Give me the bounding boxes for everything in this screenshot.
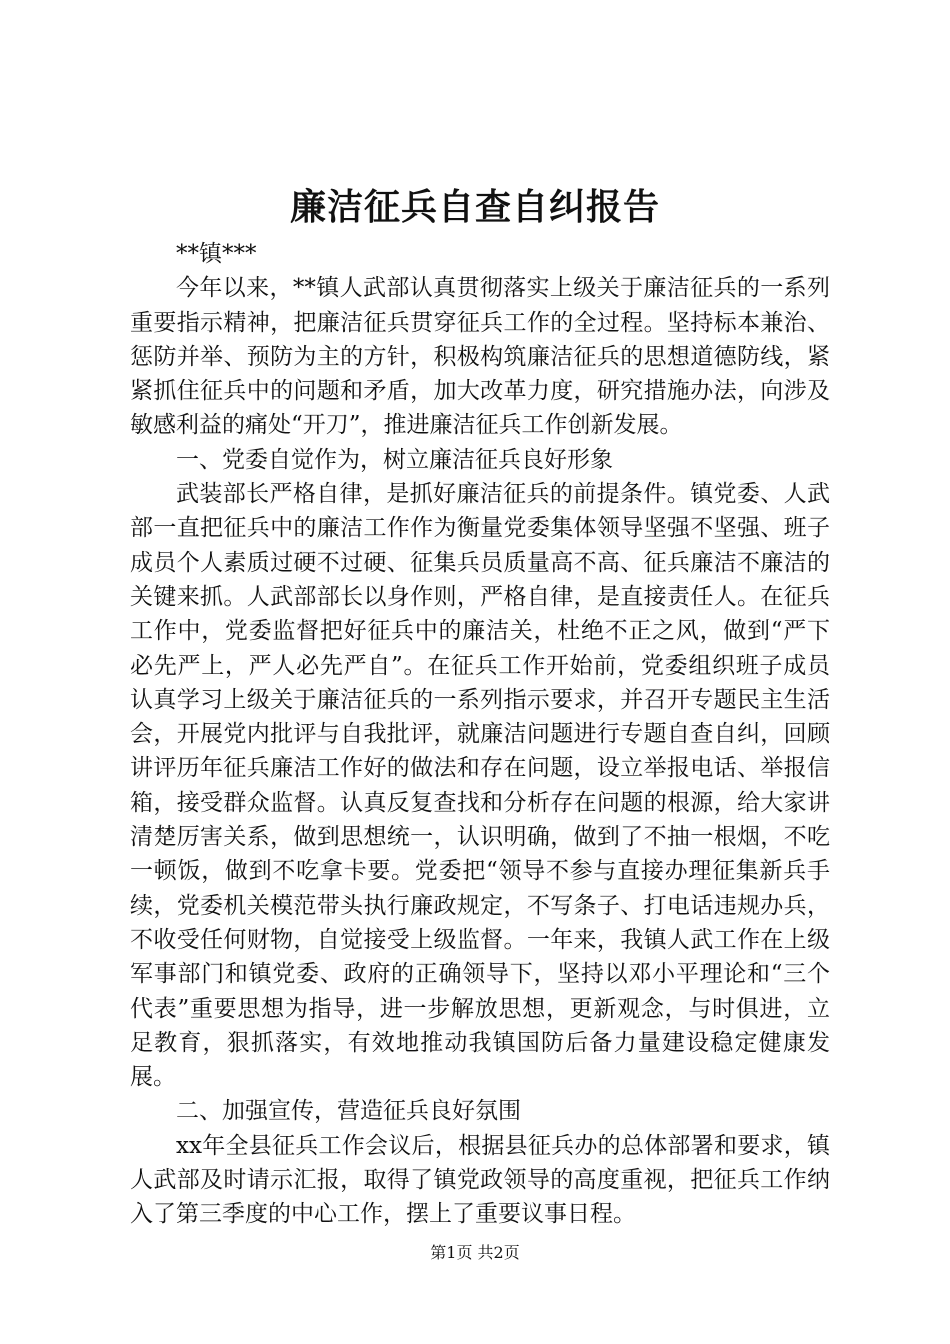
section-heading-2: 二、加强宣传，营造征兵良好氛围	[176, 1098, 521, 1125]
intro-paragraph: 今年以来，**镇人武部认真贯彻落实上级关于廉洁征兵的一系列重要指示精神，把廉洁征兵贯穿征兵工作的全过程。坚持标本兼治、惩防并举、预防为主的方针，积极构筑廉洁征兵的思想道德防线，紧紧抓住征兵中的问题和矛盾，加大改革力度，研究措施办法，向涉及敏感利益的痛处“开刀”，推进廉洁征兵工作创新发展。	[130, 275, 830, 439]
section-2-paragraph: xx年全县征兵工作会议后，根据县征兵办的总体部署和要求，镇人武部及时请示汇报，取得了镇党政领导的高度重视，把征兵工作纳入了第三季度的中心工作，摆上了重要议事日程。	[130, 1132, 830, 1228]
section-heading-1: 一、党委自觉作为，树立廉洁征兵良好形象	[176, 446, 613, 473]
section-1-paragraph: 武装部长严格自律，是抓好廉洁征兵的前提条件。镇党委、人武部一直把征兵中的廉洁工作作为衡量党委集体领导坚强不坚强、班子成员个人素质过硬不过硬、征集兵员质量高不高、征兵廉洁不廉洁的关键来抓。人武部部长以身作则，严格自律，是直接责任人。在征兵工作中，党委监督把好征兵中的廉洁关，杜绝不正之风，做到“严下必先严上，严人必先严自”。在征兵工作开始前，党委组织班子成员认真学习上级关于廉洁征兵的一系列指示要求，并召开专题民主生活会，开展党内批评与自我批评，就廉洁问题进行专题自查自纠，回顾讲评历年征兵廉洁工作好的做法和存在问题，设立举报电话、举报信箱，接受群众监督。认真反复查找和分析存在问题的根源，给大家讲清楚厉害关系，做到思想统一，认识明确，做到了不抽一根烟，不吃一顿饭，做到不吃拿卡要。党委把“领导不参与直接办理征集新兵手续，党委机关模范带头执行廉政规定，不写条子、打电话违规办兵，不收受任何财物，自觉接受上级监督。一年来，我镇人武工作在上级军事部门和镇党委、政府的正确领导下，坚持以邓小平理论和“三个代表”重要思想为指导，进一步解放思想，更新观念，与时俱进，立足教育，狠抓落实，有效地推动我镇国防后备力量建设稳定健康发展。	[130, 481, 830, 1091]
page-number-footer: 第1页 共2页	[430, 1243, 520, 1262]
author-line: **镇***	[176, 241, 257, 267]
document-body	[130, 237, 830, 1232]
document-title: 廉洁征兵自查自纠报告	[289, 187, 660, 228]
